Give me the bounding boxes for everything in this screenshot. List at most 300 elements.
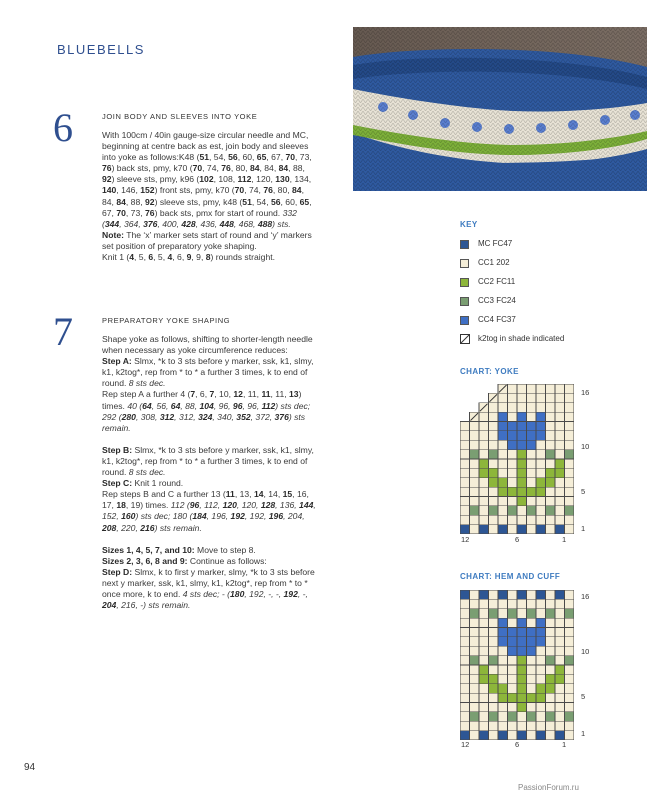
chart-0-cell-r8-c4 [536,459,546,468]
chart-1-cell-r6-c9 [489,684,499,693]
chart-1-cell-r9-c10 [479,656,489,665]
chart-0-cell-r11-c7 [508,431,518,440]
chart-1-cell-r13-c12 [460,618,470,627]
step-6-text-68: 6 [148,252,154,263]
step-6-text-61: 488 [257,218,273,229]
step-6-text-42: 51 [242,196,252,207]
chart-1-cell-r5-c7 [508,693,518,702]
chart-1-cell-r2-c5 [527,721,537,730]
chart-0-cell-r5-c5 [527,487,537,496]
step-6-text-25: , 120, [251,174,276,185]
step-7-p0-text-29: , 312, [174,411,199,422]
chart-1-cell-r7-c2 [555,674,565,683]
step-7-instructions [102,334,317,611]
chart-0-cell-r7-c6 [517,468,527,477]
step-6-text-3: , 54, [209,152,229,163]
chart-1-cell-r4-c8 [498,703,508,712]
step-6-text-55: 376 [143,218,158,229]
chart-1-cell-r8-c10 [479,665,489,674]
chart-0-cell-r6-c2 [555,478,565,487]
chart-0-cell-r10-c2 [555,440,565,449]
chart-0-cell-r2-c8 [498,515,508,524]
chart-0-cell-r3-c6 [517,506,527,515]
step-7-p0-text-8: , 10, [214,389,234,400]
step-7-p0-text-23: , 96, [242,400,262,411]
step-7-p2-text-6: 4 sts dec; - ( [182,588,231,599]
step-6-text-17: , 84, [259,163,279,174]
chart-1-cell-r5-c11 [470,693,480,702]
chart-0-cell-r12-c8 [498,422,508,431]
step-7-p0-text-1: Step A: [102,356,132,367]
chart-0-cell-r13-c3 [546,412,556,421]
chart-0-cell-r3-c10 [479,506,489,515]
sweater-yoke-photo [353,27,647,191]
chart-1-cell-r12-c1 [565,628,575,637]
chart-0-cell-r1-c6 [517,525,527,534]
step-6-text-5: , 60, [237,152,257,163]
chart-0-cell-r2-c4 [536,515,546,524]
chart-1-cell-r12-c6 [517,628,527,637]
chart-1-cell-r13-c6 [517,618,527,627]
step-6-text-70: 4 [167,252,173,263]
step-6-text-49: , 73, [125,207,146,218]
chart-1-cell-r4-c3 [546,703,556,712]
step-7-p1-text-1: Slmx, *k to 3 sts before y marker, ssk, k1, slmy, k1, k2tog*, rep from * to * a further 3 times, k to end of round. [102,444,314,478]
chart-0-cell-r12-c5 [527,422,537,431]
page-title: BLUEBELLS [57,42,145,57]
chart-0-cell-r5-c7 [508,487,518,496]
step-7-p0-text-15: 40 ( [127,400,143,411]
chart-0-cell-r4-c9 [489,497,499,506]
step-7-paragraph-0 [102,334,317,434]
chart-1-cell-r1-c5 [527,731,537,740]
chart-1-cell-r14-c5 [527,609,537,618]
chart-1-cell-r1-c6 [517,731,527,740]
chart-0-cell-r12-c6 [517,422,527,431]
chart-1-cell-r16-c12 [460,590,470,599]
chart-1-cell-r1-c1 [565,731,575,740]
chart-1-cell-r7-c11 [470,674,480,683]
step-7-p1-text-24: ) sts dec; 180 ( [135,511,193,522]
chart-0-cell-r10-c11 [470,440,480,449]
chart-1-cell-r1-c10 [479,731,489,740]
chart-0-cell-r11-c12 [460,431,470,440]
chart-0-cell-r15-c1 [565,393,575,402]
chart-1-cell-r14-c7 [508,609,518,618]
chart-1-cell-r3-c5 [527,712,537,721]
chart-0-cell-r10-c7 [508,440,518,449]
chart-1-cell-r15-c3 [546,599,556,608]
chart-0-cell-r11-c1 [565,431,575,440]
step-6-number: 6 [53,105,73,150]
step-7-p1-text-7: , 13, [234,489,254,500]
step-7-p0-text-19: , 88, [180,400,200,411]
page-number: 94 [24,762,36,773]
step-6-text-8: 70 [285,152,296,163]
step-7-p0-text-31: , 340, [212,411,237,422]
chart-0-cell-r12-c12 [460,422,470,431]
chart-1-cell-r12-c2 [555,628,565,637]
chart-1-cell-r7-c6 [517,674,527,683]
chart-0-cell-r11-c3 [546,431,556,440]
chart-1-cell-r11-c5 [527,637,537,646]
chart-0-cell-r15-c4 [536,393,546,402]
chart-0-cell-r6-c5 [527,478,537,487]
key-swatch-cc3 [460,297,469,306]
step-7-p2-text-12: , 216, -) sts remain. [116,600,191,611]
step-7-p0-text-24: 112 [261,400,276,411]
chart-0-cell-r5-c9 [489,487,499,496]
chart-1-cell-r8-c12 [460,665,470,674]
chart-0-cell-r4-c5 [527,497,537,506]
chart-0-cell-r2-c11 [470,515,480,524]
chart-0-cell-r9-c6 [517,450,527,459]
chart-0-cell-r11-c10 [479,431,489,440]
chart-0-cell-r5-c10 [479,487,489,496]
step-6-text-44: 56 [270,196,281,207]
chart-1-cell-r4-c12 [460,703,470,712]
step-7-p0-text-14: ) times. [102,389,302,411]
chart-0-cell-r1-c4 [536,525,546,534]
step-6-text-28: 140 [102,185,117,196]
chart-1-cell-r14-c6 [517,609,527,618]
key-label-cc4: CC4 FC37 [478,315,516,324]
chart-0-cell-r7-c1 [565,468,575,477]
step-6-text-19: , 88, [288,163,305,174]
chart-1-cell-r12-c10 [479,628,489,637]
step-6-text-9: , 73, [295,152,312,163]
step-6-text-7: , 67, [266,152,286,163]
chart-1-cell-r15-c6 [517,599,527,608]
chart-1-cell-r16-c11 [470,590,480,599]
chart-0-cell-r8-c8 [498,459,508,468]
chart-0-cell-r13-c7 [508,412,518,421]
step-6-text-67: , 5, [134,252,149,263]
chart-1-cell-r2-c6 [517,721,527,730]
chart-1-cell-r5-c8 [498,693,508,702]
chart-0-cell-r2-c1 [565,515,575,524]
step-6-text-13: , 74, [202,163,222,174]
chart-0-cell-r9-c9 [489,450,499,459]
chart-1-cell-r9-c12 [460,656,470,665]
chart-1-cell-r2-c1 [565,721,575,730]
chart-0-cell-r8-c2 [555,459,565,468]
step-7-p2-text-10: , -, [297,588,308,599]
chart-1-cell-r15-c9 [489,599,499,608]
chart-0-cell-r6-c1 [565,478,575,487]
chart-0-cell-r8-c11 [470,459,480,468]
chart-0-cell-r16-c3 [546,384,556,393]
chart-1-cell-r13-c8 [498,618,508,627]
chart-1-cell-r2-c8 [498,721,508,730]
step-7-p2-text-1: Move to step 8. [194,544,256,555]
chart-1-cell-r1-c7 [508,731,518,740]
chart-1-cell-r2-c2 [555,721,565,730]
chart-1-cell-r13-c4 [536,618,546,627]
step-6-text-33: , 74, [244,185,264,196]
chart-1-cell-r8-c4 [536,665,546,674]
step-7-p0-text-9: 12 [233,389,243,400]
chart-1-cell-r12-c9 [489,628,499,637]
chart-1-cell-r9-c3 [546,656,556,665]
chart-1-cell-r8-c6 [517,665,527,674]
chart-0-cell-r2-c2 [555,515,565,524]
chart-0-cell-r6-c8 [498,478,508,487]
chart-1-cell-r8-c7 [508,665,518,674]
step-6-text-27: , 134, [289,174,312,185]
chart-0-cell-r13-c4 [536,412,546,421]
chart-1-cell-r3-c6 [517,712,527,721]
chart-1-cell-r8-c8 [498,665,508,674]
step-6-text-35: , 80, [272,185,292,196]
chart-1-cell-r11-c3 [546,637,556,646]
step-6-text-21: ) sleeve sts, pmy, k96 ( [111,174,200,185]
chart-1-cell-r4-c7 [508,703,518,712]
chart-1-cell-r10-c3 [546,646,556,655]
step-7-p1-text-25: 184 [192,511,207,522]
chart-1-cell-r11-c1 [565,637,575,646]
chart-0-cell-r7-c5 [527,468,537,477]
step-7-p0-text-12: , 11, [270,389,290,400]
chart-1-cell-r5-c10 [479,693,489,702]
step-7-p1-text-15: 96 [189,500,200,511]
chart-0-cell-r1-c7 [508,525,518,534]
chart-0-cell-r13-c5 [527,412,537,421]
chart-1-cell-r16-c9 [489,590,499,599]
chart-hem-col-label-1: 1 [562,740,567,749]
chart-0-cell-r8-c1 [565,459,575,468]
chart-0-cell-r9-c12 [460,450,470,459]
chart-0-cell-r16-c4 [536,384,546,393]
step-6-text-48: 70 [116,207,126,218]
chart-0-cell-r2-c7 [508,515,518,524]
chart-1-cell-r14-c8 [498,609,508,618]
step-6-text-14: 76 [221,163,231,174]
chart-1-cell-r10-c2 [555,646,565,655]
chart-yoke-col-label-1: 1 [562,535,567,544]
chart-1-cell-r10-c5 [527,646,537,655]
chart-1-cell-r16-c3 [546,590,556,599]
chart-1-cell-r4-c11 [470,703,480,712]
step-6-text-60: , 468, [233,218,258,229]
step-6-text-51: ) back sts, pmx for start of round. [154,207,283,218]
chart-1-cell-r7-c9 [489,674,499,683]
chart-0-cell-r15-c2 [555,393,565,402]
chart-1-cell-r13-c11 [470,618,480,627]
step-7-p0-text-10: , 11, [242,389,262,400]
chart-1-cell-r4-c4 [536,703,546,712]
chart-hem-col-label-12: 12 [461,740,470,749]
step-7-p1-text-31: 208 [102,522,117,533]
key-swatch-cc1 [460,259,469,268]
chart-yoke-title: CHART: YOKE [460,367,519,376]
step-6-text-53: 344 [104,218,120,229]
chart-1-cell-r5-c4 [536,693,546,702]
chart-0-cell-r2-c10 [479,515,489,524]
step-7-p1-text-26: , 196, [206,511,231,522]
chart-0-cell-r6-c3 [546,478,556,487]
chart-0-cell-r4-c11 [470,497,480,506]
chart-1-cell-r4-c6 [517,703,527,712]
step-7-p0-text-4: Rep step A a further 4 ( [102,389,191,400]
chart-0-cell-r15-c3 [546,393,556,402]
chart-0-cell-r4-c8 [498,497,508,506]
chart-0-cell-r8-c10 [479,459,489,468]
chart-1-cell-r2-c3 [546,721,556,730]
chart-1-cell-r11-c12 [460,637,470,646]
step-6-text-41: ) sleeve sts, pmy, k48 ( [154,196,243,207]
chart-0-cell-r9-c1 [565,450,575,459]
chart-1-cell-r11-c10 [479,637,489,646]
chart-1-cell-r11-c8 [498,637,508,646]
step-7-p0-text-27: , 308, [135,411,160,422]
chart-0-cell-r1-c12 [460,525,470,534]
chart-1-cell-r7-c10 [479,674,489,683]
step-6-text-65: Knit 1 ( [102,252,130,263]
step-7-p1-text-34: ) sts remain. [154,522,202,533]
step-7-number: 7 [53,309,73,354]
chart-0-cell-r10-c12 [460,440,470,449]
step-6-text-36: 84 [292,185,302,196]
chart-1-cell-r10-c4 [536,646,546,655]
step-7-p1-text-30: , 204, [283,511,305,522]
chart-0-cell-r5-c4 [536,487,546,496]
step-6-text-50: 76 [145,207,155,218]
chart-0-cell-r2-c6 [517,515,527,524]
chart-1-cell-r12-c3 [546,628,556,637]
chart-1-cell-r6-c2 [555,684,565,693]
step-7-p1-text-20: , 136, [275,500,300,511]
step-7-paragraph-1 [102,445,317,534]
chart-0-cell-r8-c7 [508,459,518,468]
chart-0-cell-r13-c1 [565,412,575,421]
chart-0-cell-r12-c2 [555,422,565,431]
step-7-p0-text-33: , 372, [250,411,275,422]
step-6-instructions [102,130,317,263]
chart-1-cell-r1-c8 [498,731,508,740]
chart-hem-row-label-16: 16 [581,592,590,601]
chart-1-cell-r3-c2 [555,712,565,721]
chart-0-cell-r3-c9 [489,506,499,515]
chart-1-cell-r6-c1 [565,684,575,693]
chart-0-cell-r7-c2 [555,468,565,477]
step-6-text-69: , 5, [153,252,168,263]
step-7-p0-text-3: 8 sts dec. [128,378,166,389]
chart-hem-and-cuff [460,590,574,740]
chart-0-cell-r3-c7 [508,506,518,515]
chart-0-cell-r3-c5 [527,506,537,515]
chart-1-cell-r1-c12 [460,731,470,740]
chart-0-cell-r13-c10 [479,412,489,421]
chart-0-cell-r11-c4 [536,431,546,440]
step-6-text-57: 428 [181,218,196,229]
chart-0-cell-r4-c3 [546,497,556,506]
chart-0-cell-r11-c2 [555,431,565,440]
step-7-p2-text-8: , 192, -, -, [244,588,284,599]
chart-1-cell-r4-c1 [565,703,575,712]
step-7-p2-text-4: Step D: [102,566,133,577]
chart-1-cell-r9-c11 [470,656,480,665]
step-7-p1-text-3: Step C: [102,478,133,489]
chart-1-cell-r16-c1 [565,590,575,599]
chart-0-cell-r2-c9 [489,515,499,524]
chart-0-cell-r7-c10 [479,468,489,477]
step-7-p0-text-32: 352 [236,411,251,422]
chart-0-cell-r7-c11 [470,468,480,477]
step-7-p0-text-2: Slmx, *k to 3 sts before y marker, ssk, k1, slmy, k1, k2tog*, rep from * to * a further 3 times, k to end of round. [102,356,314,389]
step-7-p1-text-10: 15 [282,489,293,500]
key-swatch-cc4 [460,316,469,325]
step-7-p1-text-16: , 112, [199,500,223,511]
chart-1-cell-r9-c5 [527,656,537,665]
chart-0-cell-r2-c12 [460,515,470,524]
step-7-p0-text-25: ) sts dec; 292 ( [102,400,311,422]
chart-0-cell-r5-c2 [555,487,565,496]
chart-1-cell-r3-c1 [565,712,575,721]
step-7-p0-text-21: , 96, [213,400,233,411]
step-7-p1-text-0: Step B: [102,444,133,455]
chart-1-cell-r10-c1 [565,646,575,655]
chart-0-cell-r5-c1 [565,487,575,496]
step-7-p0-text-16: 64 [142,400,152,411]
step-6-text-22: 102 [199,174,214,185]
step-6-text-58: , 436, [195,218,220,229]
chart-1-cell-r13-c5 [527,618,537,627]
step-6-text-6: 65 [256,152,267,163]
chart-0-cell-r10-c8 [498,440,508,449]
chart-0-cell-r1-c11 [470,525,480,534]
chart-yoke-row-label-5: 5 [581,487,586,496]
chart-0-cell-r8-c12 [460,459,470,468]
step-6-text-39: , 88, [125,196,146,207]
step-6-text-43: , 54, [251,196,271,207]
chart-1-cell-r7-c1 [565,674,575,683]
chart-1-cell-r5-c1 [565,693,575,702]
chart-1-cell-r8-c5 [527,665,537,674]
chart-1-cell-r1-c9 [489,731,499,740]
chart-1-cell-r11-c9 [489,637,499,646]
chart-hem-title: CHART: HEM AND CUFF [460,572,561,581]
step-7-p0-text-0: Shape yoke as follows, shifting to shorter-length needle when necessary as yoke circumference reduces: [102,334,313,356]
chart-0-cell-r10-c1 [565,440,575,449]
step-7-p0-text-22: 96 [232,400,243,411]
chart-0-cell-r14-c6 [517,403,527,412]
chart-0-cell-r9-c7 [508,450,518,459]
chart-1-cell-r3-c8 [498,712,508,721]
chart-0-cell-r5-c12 [460,487,470,496]
step-7-p1-text-19: 128 [260,500,276,511]
step-7-p2-text-2: Sizes 2, 3, 6, 8 and 9: [102,555,188,566]
chart-1-cell-r10-c6 [517,646,527,655]
chart-1-cell-r12-c11 [470,628,480,637]
chart-0-cell-r11-c5 [527,431,537,440]
chart-0-cell-r11-c11 [470,431,480,440]
chart-0-cell-r6-c11 [470,478,480,487]
chart-hem-col-label-6: 6 [515,740,520,749]
step-6-text-56: , 400, [157,218,182,229]
key-swatch-mc [460,240,469,249]
chart-0-cell-r14-c8 [498,403,508,412]
step-6-text-15: , 80, [230,163,250,174]
key-title: KEY [460,220,478,229]
chart-0-cell-r11-c8 [498,431,508,440]
chart-1-cell-r14-c10 [479,609,489,618]
chart-0-cell-r10-c5 [527,440,537,449]
step-7-p0-text-20: 104 [199,400,214,411]
chart-1-cell-r2-c10 [479,721,489,730]
chart-1-cell-r6-c5 [527,684,537,693]
chart-1-cell-r13-c2 [555,618,565,627]
